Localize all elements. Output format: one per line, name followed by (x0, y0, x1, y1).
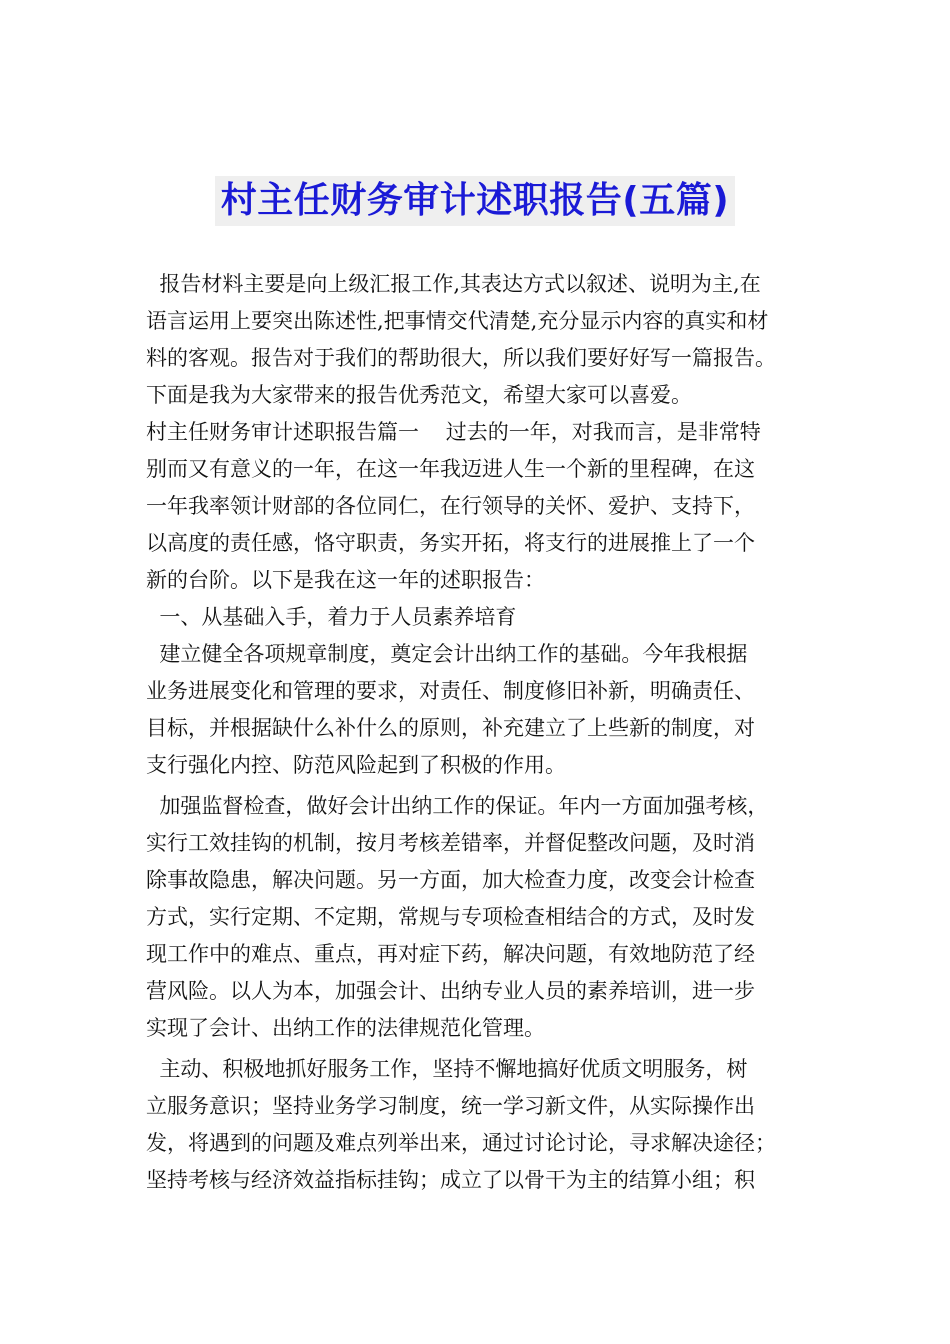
body-line: 主动、积极地抓好服务工作，坚持不懈地搞好优质文明服务，树 (146, 1057, 748, 1081)
document-title: 村主任财务审计述职报告(五篇) (215, 176, 735, 226)
body-line: 目标，并根据缺什么补什么的原则，补充建立了上些新的制度，对 (146, 716, 755, 740)
body-line: 村主任财务审计述职报告篇一 过去的一年，对我而言，是非常特 (146, 420, 761, 444)
body-line: 别而又有意义的一年，在这一年我迈进人生一个新的里程碑，在这 (146, 457, 755, 481)
body-line: 实现了会计、出纳工作的法律规范化管理。 (146, 1016, 545, 1040)
body-line: 立服务意识；坚持业务学习制度，统一学习新文件，从实际操作出 (146, 1094, 755, 1118)
title-container (0, 176, 950, 226)
body-line: 建立健全各项规章制度，奠定会计出纳工作的基础。今年我根据 (146, 642, 748, 666)
body-line: 支行强化内控、防范风险起到了积极的作用。 (146, 753, 566, 777)
body-line: 营风险。以人为本，加强会计、出纳专业人员的素养培训，进一步 (146, 979, 755, 1003)
body-line: 实行工效挂钩的机制，按月考核差错率，并督促整改问题，及时消 (146, 831, 755, 855)
body-line: 现工作中的难点、重点，再对症下药，解决问题，有效地防范了经 (146, 942, 755, 966)
body-line: 除事故隐患，解决问题。另一方面，加大检查力度，改变会计检查 (146, 868, 755, 892)
body-line: 料的客观。报告对于我们的帮助很大，所以我们要好好写一篇报告。 (146, 346, 776, 370)
body-line: 加强监督检查，做好会计出纳工作的保证。年内一方面加强考核， (146, 794, 769, 818)
body-line: 报告材料主要是向上级汇报工作,其表达方式以叙述、说明为主,在 (146, 272, 761, 296)
body-line: 一年我率领计财部的各位同仁，在行领导的关怀、爱护、支持下， (146, 494, 755, 518)
body-line: 业务进展变化和管理的要求，对责任、制度修旧补新，明确责任、 (146, 679, 755, 703)
body-line: 下面是我为大家带来的报告优秀范文，希望大家可以喜爱。 (146, 383, 692, 407)
section-heading: 一、从基础入手，着力于人员素养培育 (146, 605, 517, 629)
body-line: 方式，实行定期、不定期，常规与专项检查相结合的方式，及时发 (146, 905, 755, 929)
body-line: 以高度的责任感，恪守职责，务实开拓，将支行的进展推上了一个 (146, 531, 755, 555)
body-line: 语言运用上要突出陈述性,把事情交代清楚,充分显示内容的真实和材 (146, 309, 769, 333)
body-line: 发，将遇到的问题及难点列举出来，通过讨论讨论，寻求解决途径； (146, 1131, 776, 1155)
body-line: 新的台阶。以下是我在这一年的述职报告： (146, 568, 545, 592)
document-body (146, 266, 826, 1199)
body-line: 坚持考核与经济效益指标挂钩；成立了以骨干为主的结算小组；积 (146, 1168, 755, 1192)
